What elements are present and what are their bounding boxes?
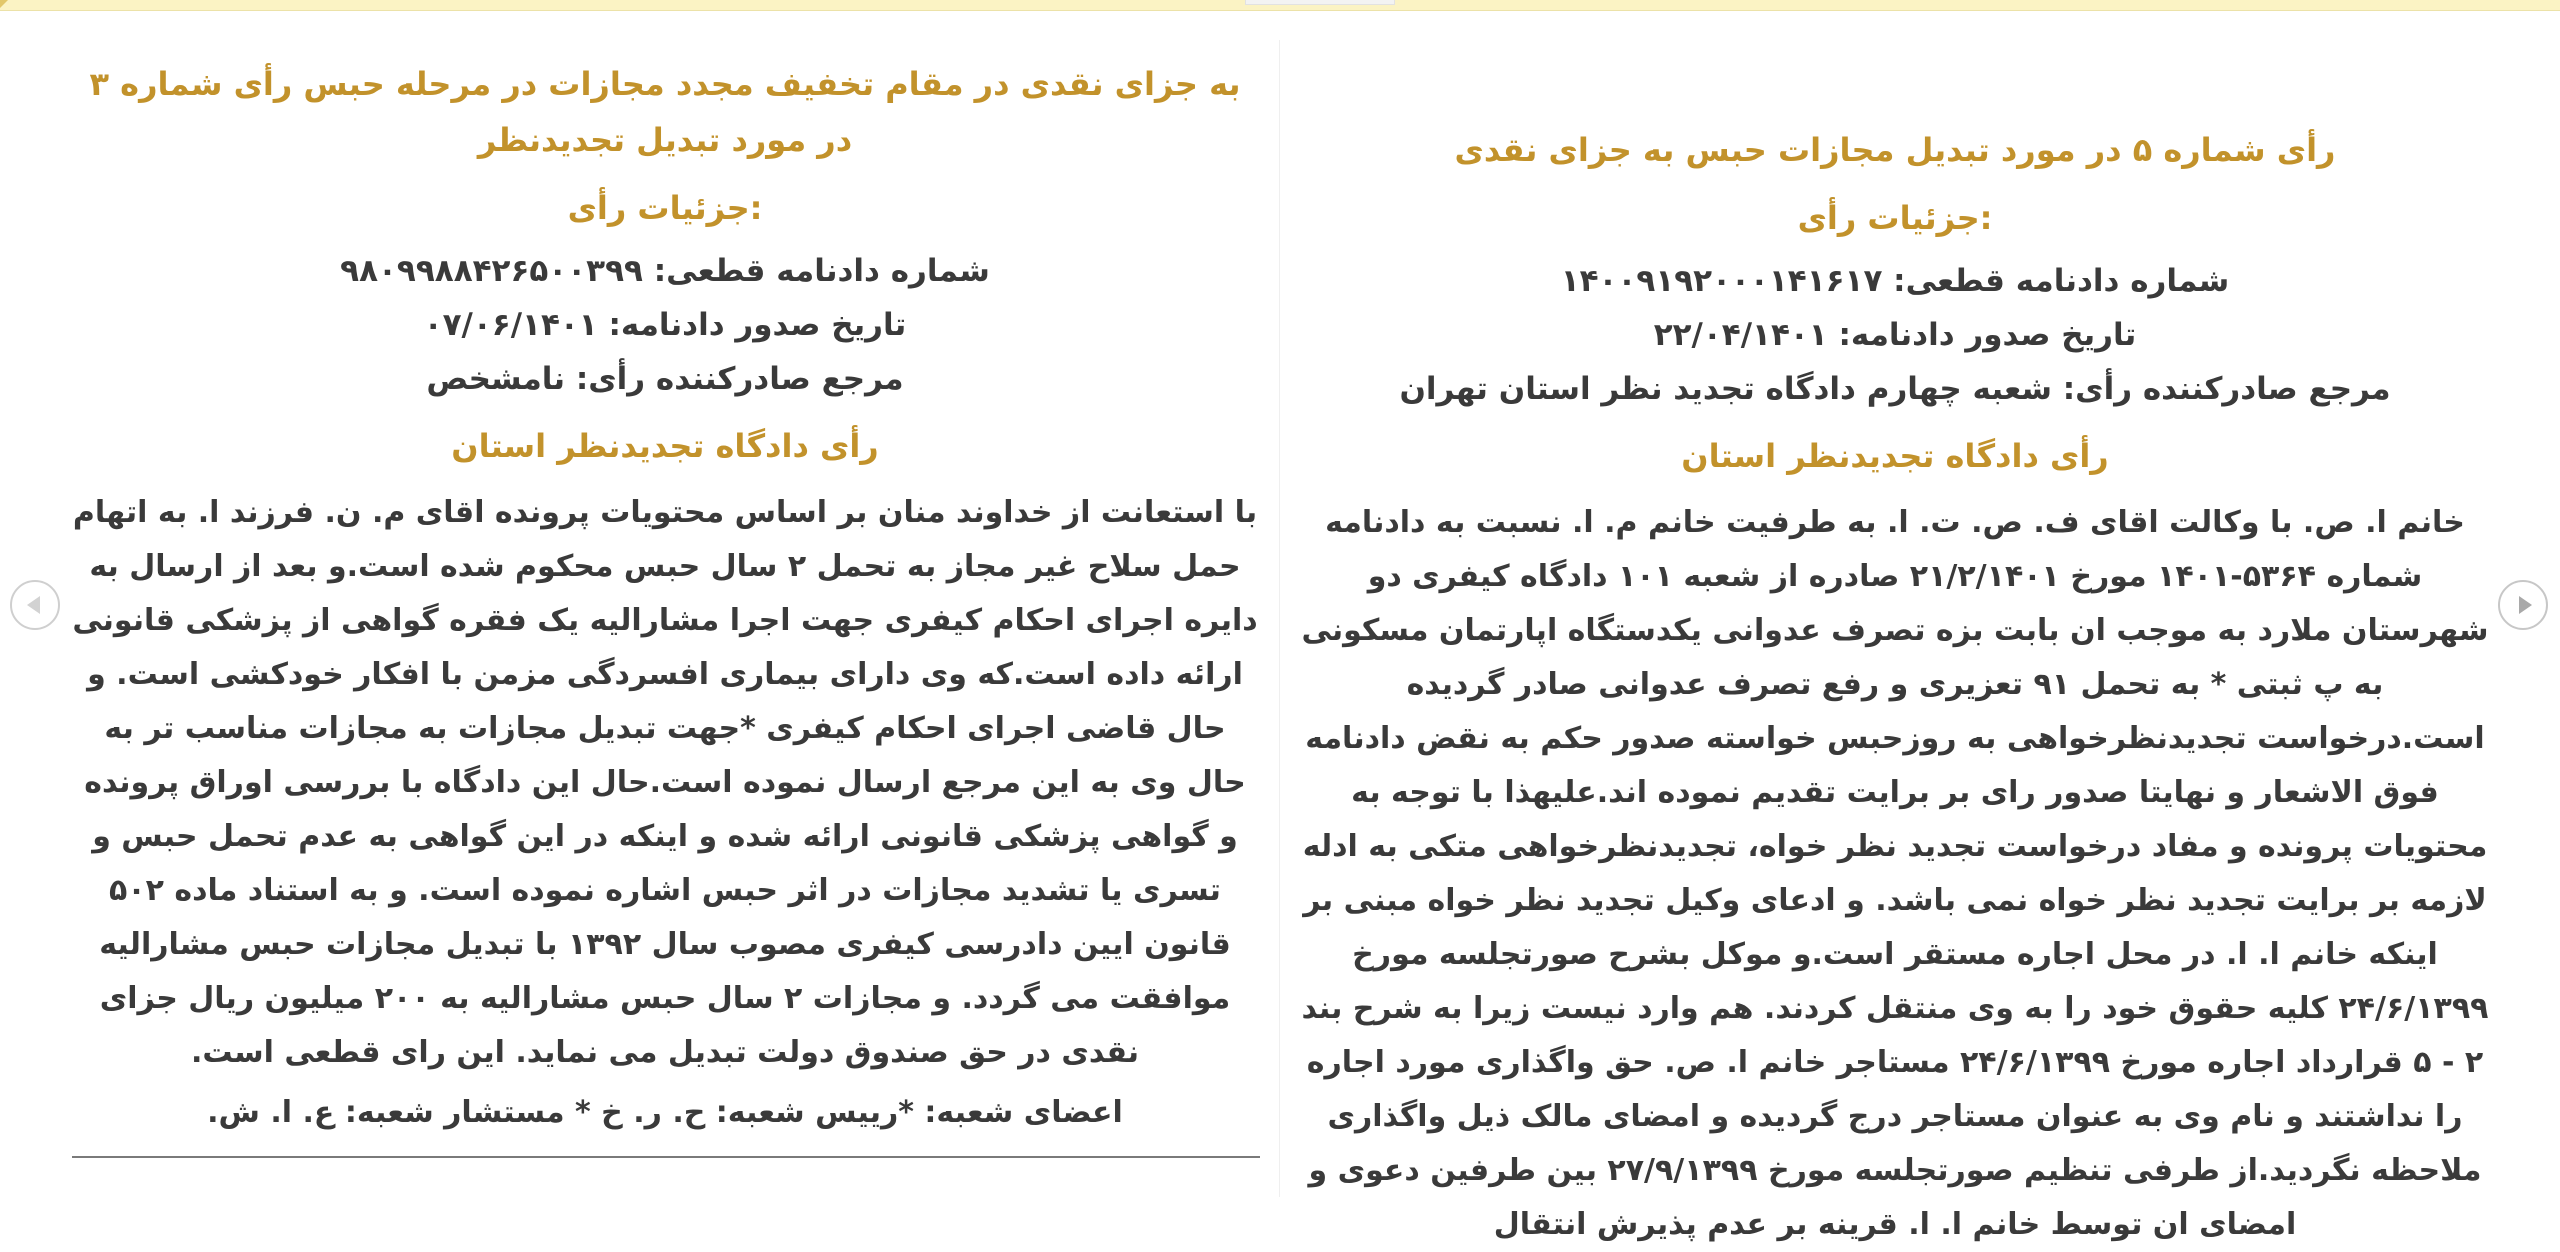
ruling-text: خانم ا. ص. با وکالت اقای ف. ص. ت. ا. به طرفیت خانم م. ا. نسبت به دادنامه شماره ۵۳۶۴-۱۴۰۱ مورخ ۲۱/۲/۱۴۰۱ صادره از شعبه ۱۰۱ دادگاه کیفری دو شهرستان ملارد به موجب ان بابت بزه تصرف عدوانی یکدستگاه اپارتمان مسکونی به پ ثبتی * به تحمل ۹۱ تعزیری و رفع تصرف عدوانی صادر گردیده است.درخواست تجدیدنظرخواهی به روزحبس خواسته صدور حکم به نقض دادنامه فوق الاشعار و نهایتا صدور رای بر برایت تقدیم نموده اند.علیهذا با توجه به محتویات پرونده و مفاد درخواست تجدید نظر خواه، تجدیدنظرخواهی متکی به ادله لازمه بر برایت تجدید نظر خواه نمی باشد. و ادعای وکیل تجدید نظر خواه مبنی بر اینکه خانم ا. ا. در محل اجاره مستقر است.و موکل بشرح صورتجلسه مورخ ۲۴/۶/۱۳۹۹ کلیه حقوق خود را به وی منتقل کردند. هم وارد نیست زیرا به شرح بند ۲ - ۵ قرارداد اجاره مورخ ۲۴/۶/۱۳۹۹ مستاجر خانم ا. ص. حق واگذاری مورد اجاره را نداشتند و نام وی به عنوان مستاجر درج گردیده و امضای مالک ذیل واگذاری ملاحظه نگردید.از طرفی تنظیم صورتجلسه مورخ ۲۷/۹/۱۳۹۹ بین طرفین دعوی و امضای ان توسط خانم ا. ا. قرینه بر عدم پذیرش انتقال	[1301, 505, 2489, 1242]
section-divider	[72, 1156, 1260, 1158]
verdict-meta	[1300, 254, 2490, 416]
branch-members: اعضای شعبه: *رییس شعبه: ح. ر. خ * مستشار شعبه: ع. ا. ش.	[207, 1095, 1123, 1130]
carousel-next-button[interactable]	[2498, 580, 2548, 630]
court-ruling-heading: رأی دادگاه تجدیدنظر استان	[451, 427, 879, 465]
issuing-authority: مرجع صادرکننده رأی: شعبه چهارم دادگاه تجدید نظر استان تهران	[1399, 371, 2391, 407]
verdict-date: تاریخ صدور دادنامه: ۲۲/۰۴/۱۴۰۱	[1653, 317, 2137, 353]
verdict-title: رأی شماره ۵ در مورد تبدیل مجازات حبس به جزای نقدی	[1454, 131, 2336, 169]
details-heading: :جزئیات رأی	[567, 189, 763, 227]
carousel-prev-button[interactable]	[10, 580, 60, 630]
column-divider	[1279, 40, 1280, 1197]
ruling-text: با استعانت از خداوند منان بر اساس محتویات پرونده اقای م. ن. فرزند ا. به اتهام حمل سلاح غیر مجاز به تحمل ۲ سال حبس محکوم شده است.و بعد از ارسال به دایره اجرای احکام کیفری جهت اجرا مشارالیه یک فقره گواهی از پزشکی قانونی ارائه داده است.که وی دارای بیماری افسردگی مزمن با افکار خودکشی است. و حال قاضی اجرای احکام کیفری *جهت تبدیل مجازات به مجازات مناسب تر به حال وی به این مرجع ارسال نموده است.حال این دادگاه با بررسی اوراق پرونده و گواهی پزشکی قانونی ارائه شده و اینکه در این گواهی به عدم تحمل حبس و تسری یا تشدید مجازات در اثر حبس اشاره نموده است. و به استناد ماده ۵۰۲ قانون ایین دادرسی کیفری مصوب سال ۱۳۹۲ با تبدیل مجازات حبس مشارالیه موافقت می گردد. و مجازات ۲ سال حبس مشارالیه به ۲۰۰ میلیون ریال جزای نقدی در حق صندوق دولت تبدیل می نماید. این رای قطعی است.	[72, 495, 1258, 1070]
verdict-date: تاریخ صدور دادنامه: ۰۷/۰۶/۱۴۰۱	[423, 307, 907, 343]
verdict-number: شماره دادنامه قطعی: ۹۸۰۹۹۸۸۴۲۶۵۰۰۳۹۹	[340, 253, 990, 289]
banner-corner-mark	[0, 0, 8, 8]
details-heading: :جزئیات رأی	[1797, 199, 1993, 237]
banner-tab[interactable]	[1245, 0, 1395, 5]
verdict-number: شماره دادنامه قطعی: ۱۴۰۰۹۱۹۲۰۰۰۱۴۱۶۱۷	[1560, 263, 2230, 299]
verdict-card-5	[1300, 10, 2490, 1252]
issuing-authority: مرجع صادرکننده رأی: نامشخص	[426, 361, 904, 397]
court-ruling-heading: رأی دادگاه تجدیدنظر استان	[1681, 437, 2109, 475]
chevron-right-icon	[2519, 596, 2532, 614]
verdict-card-3	[70, 10, 1260, 1140]
verdict-title: به جزای نقدی در مقام تخفیف مجدد مجازات در مرحله حبس رأی شماره ۳ در مورد تبدیل تجدیدنظر	[89, 65, 1241, 159]
verdict-meta	[70, 244, 1260, 406]
chevron-left-icon	[27, 596, 40, 614]
